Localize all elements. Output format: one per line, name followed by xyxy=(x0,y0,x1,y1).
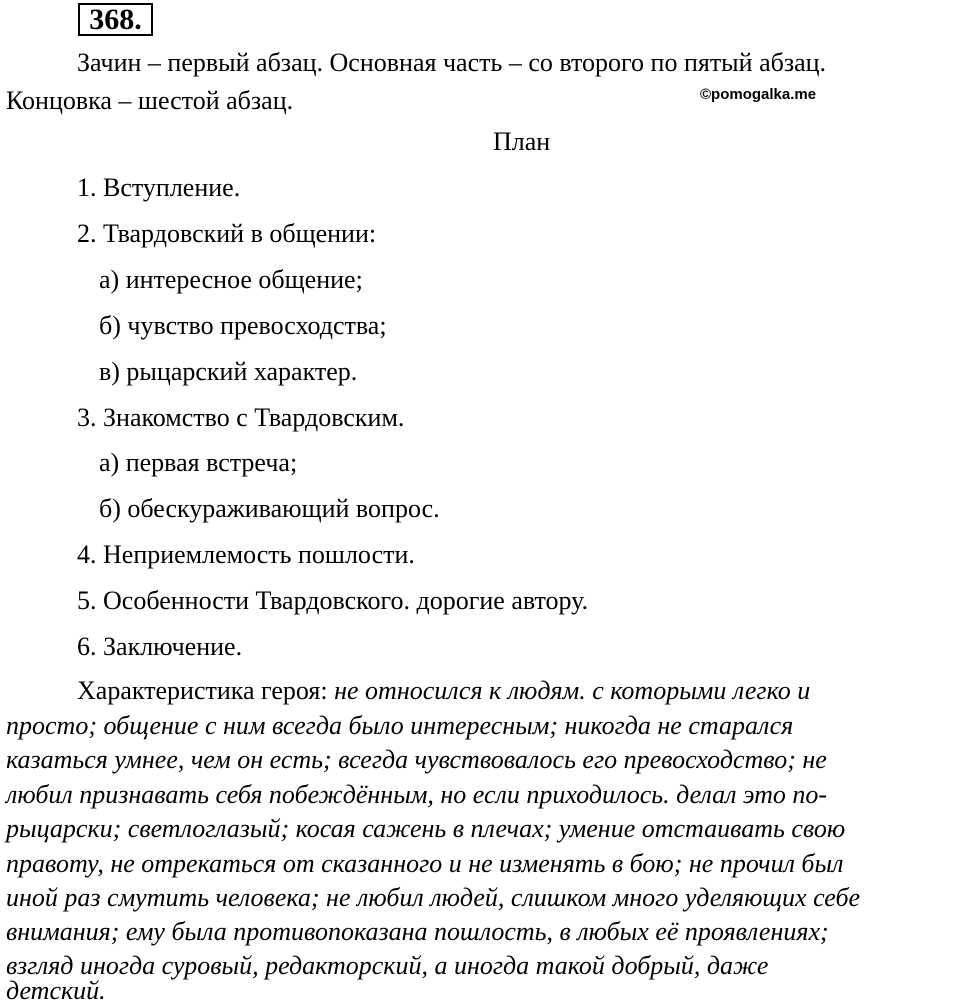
characteristic-line: внимания; ему была противопоказана пошлость, в любых её проявлениях; xyxy=(6,917,829,946)
characteristic-label: Характеристика героя: xyxy=(77,676,328,705)
intro-line-2: Концовка – шестой абзац. xyxy=(6,86,294,115)
characteristic-line: просто; общение с ним всегда было интересным; никогда не старался xyxy=(6,711,794,740)
intro-line-1: Зачин – первый абзац. Основная часть – со второго по пятый абзац. xyxy=(77,48,827,77)
plan-item: 6. Заключение. xyxy=(77,632,243,661)
characteristic-text: не относился к людям. с которыми легко и xyxy=(327,676,811,705)
plan-item: 2. Твардовский в общении: xyxy=(77,219,377,248)
plan-title: План xyxy=(493,127,551,156)
characteristic-line: любил признавать себя побеждённым, но если приходилось. делал это по- xyxy=(6,780,828,809)
characteristic-line: детский. xyxy=(6,976,106,1005)
plan-item: 4. Неприемлемость пошлости. xyxy=(77,540,415,569)
plan-subitem: а) первая встреча; xyxy=(99,448,298,477)
characteristic-line: правоту, не отрекаться от сказанного и не изменять в бою; не прочил был xyxy=(6,849,844,878)
characteristic-line: рыцарски; светлоглазый; косая сажень в плечах; умение отстаивать свою xyxy=(6,814,846,843)
watermark: ©pomogalka.me xyxy=(700,86,817,103)
plan-subitem: в) рыцарский характер. xyxy=(99,357,358,386)
characteristic-line: взгляд иногда суровый, редакторский, а иногда такой добрый, даже xyxy=(6,951,769,980)
task-number-box: 368. xyxy=(78,3,153,36)
plan-subitem: а) интересное общение; xyxy=(99,265,363,294)
plan-subitem: б) чувство превосходства; xyxy=(99,311,387,340)
plan-item: 1. Вступление. xyxy=(77,173,241,202)
plan-item: 5. Особенности Твардовского. дорогие автору. xyxy=(77,586,589,615)
characteristic-line: казаться умнее, чем он есть; всегда чувствовалось его превосходство; не xyxy=(6,745,827,774)
characteristic-line: иной раз смутить человека; не любил людей, слишком много уделяющих себе xyxy=(6,883,861,912)
plan-subitem: б) обескураживающий вопрос. xyxy=(99,494,440,523)
plan-item: 3. Знакомство с Твардовским. xyxy=(77,403,405,432)
characteristic-first-line xyxy=(77,676,810,706)
